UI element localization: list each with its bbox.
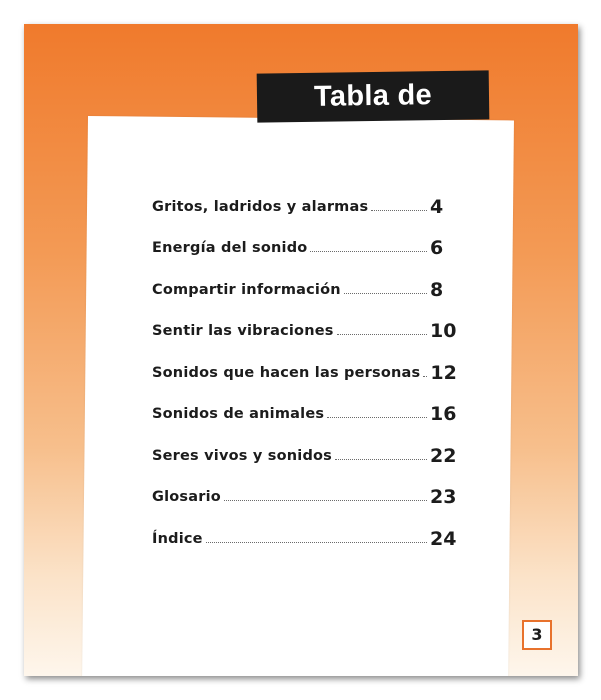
toc-entry[interactable]: [152, 428, 457, 470]
dot-leader: [335, 459, 427, 460]
toc-entry[interactable]: [152, 221, 452, 263]
toc-entry-page: 23: [430, 486, 457, 508]
toc-entry[interactable]: [152, 470, 457, 512]
toc-entry-page: 4: [430, 195, 444, 218]
toc-entry-label: Sentir las vibraciones: [152, 323, 334, 339]
toc-entry-page: 10: [430, 320, 457, 342]
book-page: [24, 24, 578, 676]
page-number: 3: [531, 625, 543, 644]
toc-entry[interactable]: [152, 387, 457, 429]
toc-entry-page: 22: [430, 444, 457, 467]
toc-entry-label: Índice: [152, 530, 203, 547]
dot-leader: [344, 293, 427, 294]
toc-entry-page: 12: [430, 361, 457, 384]
toc-entry-label: Sonidos que hacen las personas: [152, 364, 421, 381]
toc-entry[interactable]: [152, 345, 457, 387]
toc-entry-label: Glosario: [152, 489, 221, 505]
table-of-contents: [152, 179, 457, 553]
dot-leader: [423, 376, 427, 377]
toc-entry-label: Gritos, ladridos y alarmas: [152, 198, 369, 215]
dot-leader: [206, 542, 427, 543]
toc-entry-page: 16: [430, 403, 457, 425]
toc-entry-label: Sonidos de animales: [152, 406, 325, 422]
dot-leader: [310, 251, 427, 252]
page-title: Tabla de contenido: [302, 79, 445, 162]
dot-leader: [224, 500, 427, 501]
toc-entry-page: 6: [430, 237, 444, 259]
toc-entry-label: Seres vivos y sonidos: [152, 447, 333, 464]
toc-entry[interactable]: [152, 262, 452, 304]
page-number-badge: [522, 620, 552, 650]
dot-leader: [371, 210, 427, 211]
dot-leader: [337, 334, 427, 335]
toc-entry-label: Compartir información: [152, 281, 341, 298]
toc-entry-page: 8: [430, 278, 444, 301]
toc-entry[interactable]: [152, 511, 457, 553]
toc-entry-page: 24: [430, 527, 457, 550]
toc-entry-label: Energía del sonido: [152, 240, 308, 256]
dot-leader: [327, 417, 427, 418]
title-banner: [257, 70, 490, 162]
toc-entry[interactable]: [152, 179, 452, 221]
toc-entry[interactable]: [152, 304, 457, 346]
